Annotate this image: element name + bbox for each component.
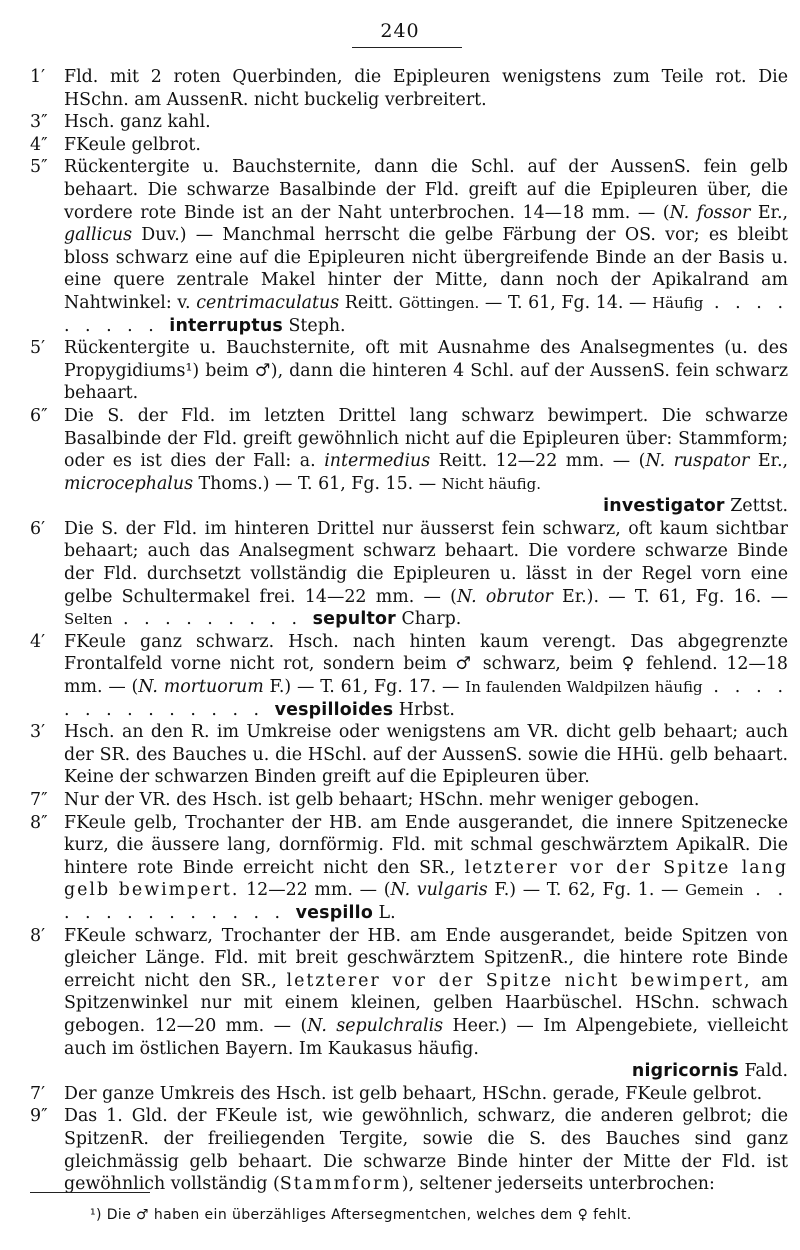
key-entries (30, 66, 788, 1196)
taxon-synonym: N. fossor (669, 202, 751, 223)
entry-text: ), seltener jederseits unterbrochen: (401, 1174, 715, 1195)
entry-text: Hrbst. (393, 699, 455, 720)
couplet-marker: 4′ (30, 631, 46, 652)
key-entry (30, 1083, 788, 1106)
habitat-note: Selten (64, 610, 113, 629)
key-entry (30, 1105, 788, 1195)
spaced-emphasis: letzterer vor der Spitze lang gelb bewimpert. (64, 857, 788, 901)
habitat-note: Nicht häufig. (441, 474, 542, 493)
species-line (64, 495, 788, 518)
key-entry (30, 156, 788, 337)
key-entry (30, 111, 788, 134)
entry-text: Er.). — T. 61, Fg. 16. — (552, 586, 788, 607)
couplet-marker: 5″ (30, 157, 48, 178)
entry-text: Die S. der Fld. im hinteren Drittel nur äusserst fein schwarz, oft kaum sichtbar behaart; auch das Analsegment schwarz behaart. Die vordere schwarze Binde der Fld. durchsetzt vollständig die Epipleuren u. lässt in der Regel vorn eine gelbe Schultermakel frei. 14—22 mm. — ( (64, 518, 788, 607)
entry-text: Reitt. 12—22 mm. — ( (430, 451, 646, 472)
footnote-rule (30, 1192, 150, 1193)
taxon-synonym: N. vulgaris (390, 880, 488, 901)
species-name: nigricornis (631, 1061, 739, 1082)
species-line (64, 1060, 788, 1083)
leader-dots: . . . . . . . . . . . . . . (64, 677, 788, 720)
couplet-marker: 7″ (30, 790, 48, 810)
entry-text: Duv.) — Manchmal herrscht die gelbe Färbung der OS. vor; es bleibt bloss schwarz eine auf die Epipleuren nicht übergreifende Binde an der Basis u. eine quere zentrale Makel hinter der Mitte, dann noch der Apikalrand am Nahtwinkel: v. (64, 225, 788, 313)
entry-text: Hsch. an den R. im Umkreise oder wenigstens am VR. dicht gelb behaart; auch der SR. des Bauches u. die HSchl. auf der AussenS. sowie die HHü. gelb behaart. Keine der schwarzen Binden greift auf die Epipleuren über. (64, 722, 788, 788)
entry-text: am Spitzenwinkel nur mit einem kleinen, gelben Haarbüschel. HSchn. schwach gebogen. 12—20 mm. — ( (64, 970, 789, 1036)
entry-text: Rückentergite u. Bauchsternite, dann die Schl. auf der AussenS. fein gelb behaart. Die schwarze Basalbinde der Fld. greift auf die Epipleuren über, die vordere rote Binde ist an der Naht unterbrochen. 14—18 mm. — ( (64, 157, 788, 223)
entry-text: FKeule gelb, Trochanter der HB. am Ende ausgerandet, die innere Spitzenecke kurz, die äussere lang, dornförmig. Fld. mit schmal geschwärztem ApikalR. Die hintere rote Binde erreicht nicht den SR., (64, 812, 788, 878)
taxon-synonym: N. sepulchralis (307, 1015, 444, 1036)
couplet-marker: 1′ (30, 67, 46, 87)
couplet-marker: 8″ (30, 812, 48, 833)
couplet-marker: 9″ (30, 1106, 48, 1127)
taxon-synonym: N. ruspator (645, 451, 750, 472)
couplet-marker: 6′ (30, 518, 46, 539)
entry-text: Steph. (282, 315, 346, 336)
page-number: 240 (380, 20, 420, 42)
key-entry (30, 631, 788, 721)
entry-text: Reitt. (339, 292, 399, 313)
couplet-marker: 5′ (30, 338, 46, 359)
entry-text: — T. 61, Fg. 14. — (479, 292, 653, 313)
footnote: ¹) Die ♂ haben ein überzähliges Aftersegmentchen, welches dem ♀ fehlt. (90, 1207, 632, 1223)
couplet-marker: 6″ (30, 405, 48, 426)
entry-text: Fld. mit 2 roten Querbinden, die Epipleuren wenigstens zum Teile rot. Die HSchn. am AussenR. nicht buckelig verbreitert. (64, 67, 788, 110)
habitat-note: Göttingen. (398, 293, 480, 312)
entry-text: L. (373, 902, 396, 923)
key-entry (30, 134, 788, 157)
species-name: vespilloides (274, 699, 394, 720)
taxon-synonym: N. obrutor (456, 586, 553, 607)
entry-text: FKeule gelbrot. (64, 134, 201, 155)
entry-text: Rückentergite u. Bauchsternite, oft mit Ausnahme des Analsegmentes (u. des Propygidiums¹) beim ♂), dann die hinteren 4 Schl. auf der AussenS. fein schwarz behaart. (64, 338, 788, 404)
entry-text: Er., (750, 202, 789, 223)
entry-text: 12—22 mm. — ( (239, 880, 391, 901)
entry-text: Er., (749, 451, 788, 472)
species-name: investigator (603, 496, 725, 517)
species-name: interruptus (169, 315, 283, 336)
key-entry (30, 337, 788, 405)
couplet-marker: 3′ (30, 722, 46, 743)
entry-text: Hsch. ganz kahl. (64, 112, 211, 133)
entry-text: F.) — T. 61, Fg. 17. — (263, 677, 466, 698)
entry-text: F.) — T. 62, Fg. 1. — (487, 880, 686, 901)
species-author: Zettst. (724, 496, 788, 517)
spaced-emphasis: letzterer vor der Spitze nicht bewimpert, (286, 970, 752, 991)
entry-text: Nur der VR. des Hsch. ist gelb behaart; HSchn. mehr weniger gebogen. (64, 790, 700, 810)
couplet-marker: 4″ (30, 134, 48, 155)
species-name: sepultor (312, 609, 396, 630)
entry-text: Charp. (395, 609, 462, 630)
key-entry (30, 518, 788, 631)
key-entry (30, 66, 788, 111)
key-entry (30, 925, 788, 1083)
leader-dots: . . . . . . . . . (112, 609, 313, 630)
habitat-note: In faulenden Waldpilzen häufig (465, 678, 703, 697)
habitat-note: Häufig (652, 293, 704, 312)
entry-text: Heer.) — Im Alpengebiete, vielleicht auch im östlichen Bayern. Im Kaukasus häufig. (64, 1015, 788, 1059)
taxon-synonym: intermedius (324, 451, 431, 472)
taxon-synonym: centrimaculatus (196, 292, 340, 313)
taxon-synonym: gallicus (64, 225, 133, 246)
key-entry (30, 721, 788, 789)
species-name: vespillo (295, 902, 373, 923)
entry-text: Die S. der Fld. im letzten Drittel lang schwarz bewimpert. Die schwarze Basalbinde der Fld. greift gewöhnlich nicht auf die Epipleuren über: Stammform; oder es ist dies der Fall: a. (64, 405, 788, 472)
entry-text: FKeule schwarz, Trochanter der HB. am Ende ausgerandet, beide Spitzen von gleicher Länge. Fld. mit breit geschwärztem SpitzenR., die hintere rote Binde erreicht nicht den SR., (64, 925, 788, 991)
entry-text: Das 1. Gld. der FKeule ist, wie gewöhnlich, schwarz, die anderen gelbrot; die SpitzenR. der freiliegenden Tergite, sowie die S. des Bauches sind ganz gleichmässig gelb behaart. Die schwarze Binde hinter der Mitte der Fld. ist gewöhnlich vollständig ( (64, 1106, 788, 1195)
page-number-rule (352, 47, 462, 48)
taxon-synonym: microcephalus (64, 473, 193, 494)
habitat-note: Gemein (685, 881, 744, 900)
spaced-emphasis: Stammform (279, 1174, 402, 1195)
couplet-marker: 3″ (30, 112, 48, 133)
leader-dots: . . . . . . . . . . . . . (64, 880, 788, 923)
couplet-marker: 8′ (30, 925, 46, 946)
key-entry (30, 405, 788, 518)
key-entry (30, 789, 788, 812)
entry-text: Thoms.) — T. 61, Fg. 15. — (193, 473, 442, 494)
leader-dots: . . . . . . . . . (64, 292, 788, 336)
taxon-synonym: N. mortuorum (138, 677, 264, 698)
entry-text: Der ganze Umkreis des Hsch. ist gelb behaart, HSchn. gerade, FKeule gelbrot. (64, 1083, 763, 1104)
couplet-marker: 7′ (30, 1083, 46, 1104)
entry-text: FKeule ganz schwarz. Hsch. nach hinten kaum verengt. Das abgegrenzte Frontalfeld vorne nicht rot, sondern beim ♂ schwarz, beim ♀ fehlend. 12—18 mm. — ( (64, 631, 788, 698)
key-entry (30, 812, 788, 925)
species-author: Fald. (738, 1061, 788, 1082)
